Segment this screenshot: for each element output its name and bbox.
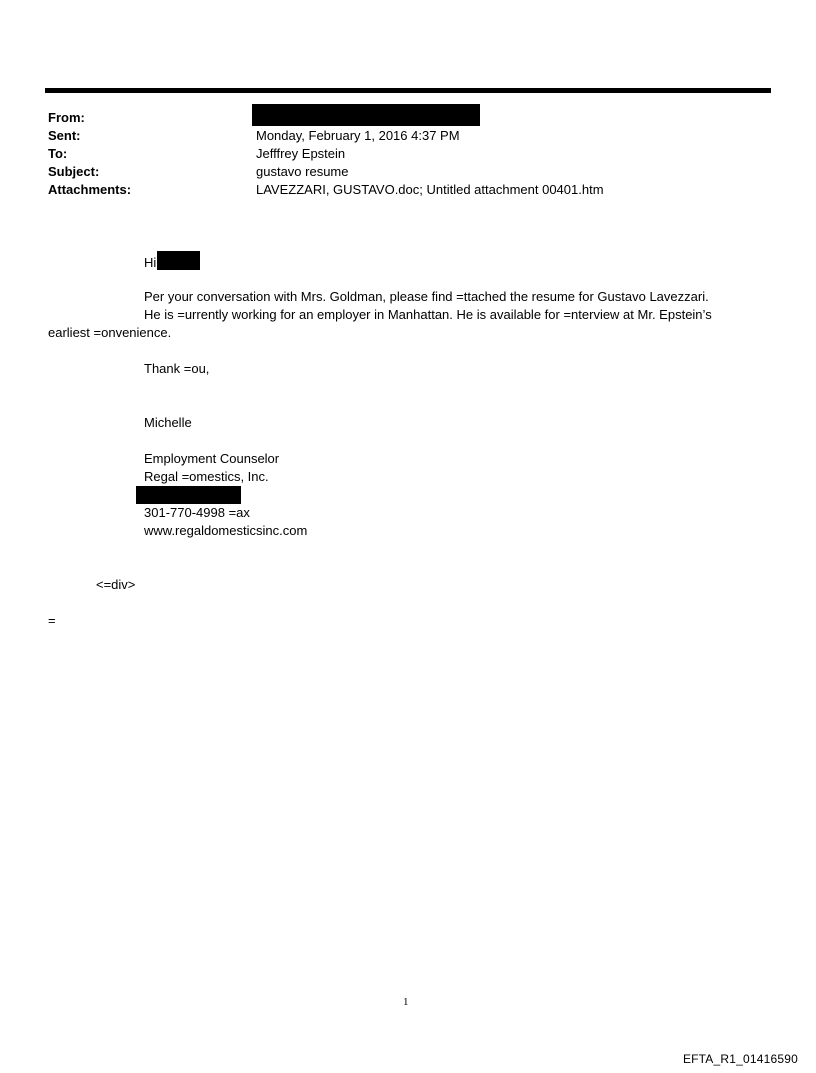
greeting: Hi [144,255,157,270]
signature-company: Regal =omestics, Inc. [144,469,269,484]
subject-value: gustavo resume [256,164,349,179]
signature-website: www.regaldomesticsinc.com [144,523,308,538]
sender-name: Michelle [144,415,192,430]
subject-label: Subject: [48,164,100,179]
div-tag-text: <=div> [96,577,136,592]
closing: Thank =ou, [144,361,210,376]
signature-phone-redaction [136,486,241,504]
body-line-3: earliest =onvenience. [48,325,172,340]
greeting-name-redaction [157,251,200,270]
signature-fax: 301-770-4998 =ax [144,505,250,520]
to-label: To: [48,146,68,161]
body-line-1: Per your conversation with Mrs. Goldman, please find =ttached the resume for Gustavo Lavezzari. [144,289,709,304]
attachments-value: LAVEZZARI, GUSTAVO.doc; Untitled attachment 00401.htm [256,182,604,197]
sent-value: Monday, February 1, 2016 4:37 PM [256,128,460,143]
header-divider [45,88,771,93]
to-value: Jefffrey Epstein [256,146,346,161]
attachments-label: Attachments: [48,182,132,197]
sent-label: Sent: [48,128,81,143]
page-number: 1 [403,996,409,1008]
body-line-2: He is =urrently working for an employer in Manhattan. He is available for =nterview at Mr. Epstein’s [144,307,712,322]
bates-number: EFTA_R1_01416590 [682,1052,798,1066]
trailing-equals: = [48,613,56,628]
from-label: From: [48,110,85,125]
from-redaction [252,104,480,126]
signature-title: Employment Counselor [144,451,280,466]
